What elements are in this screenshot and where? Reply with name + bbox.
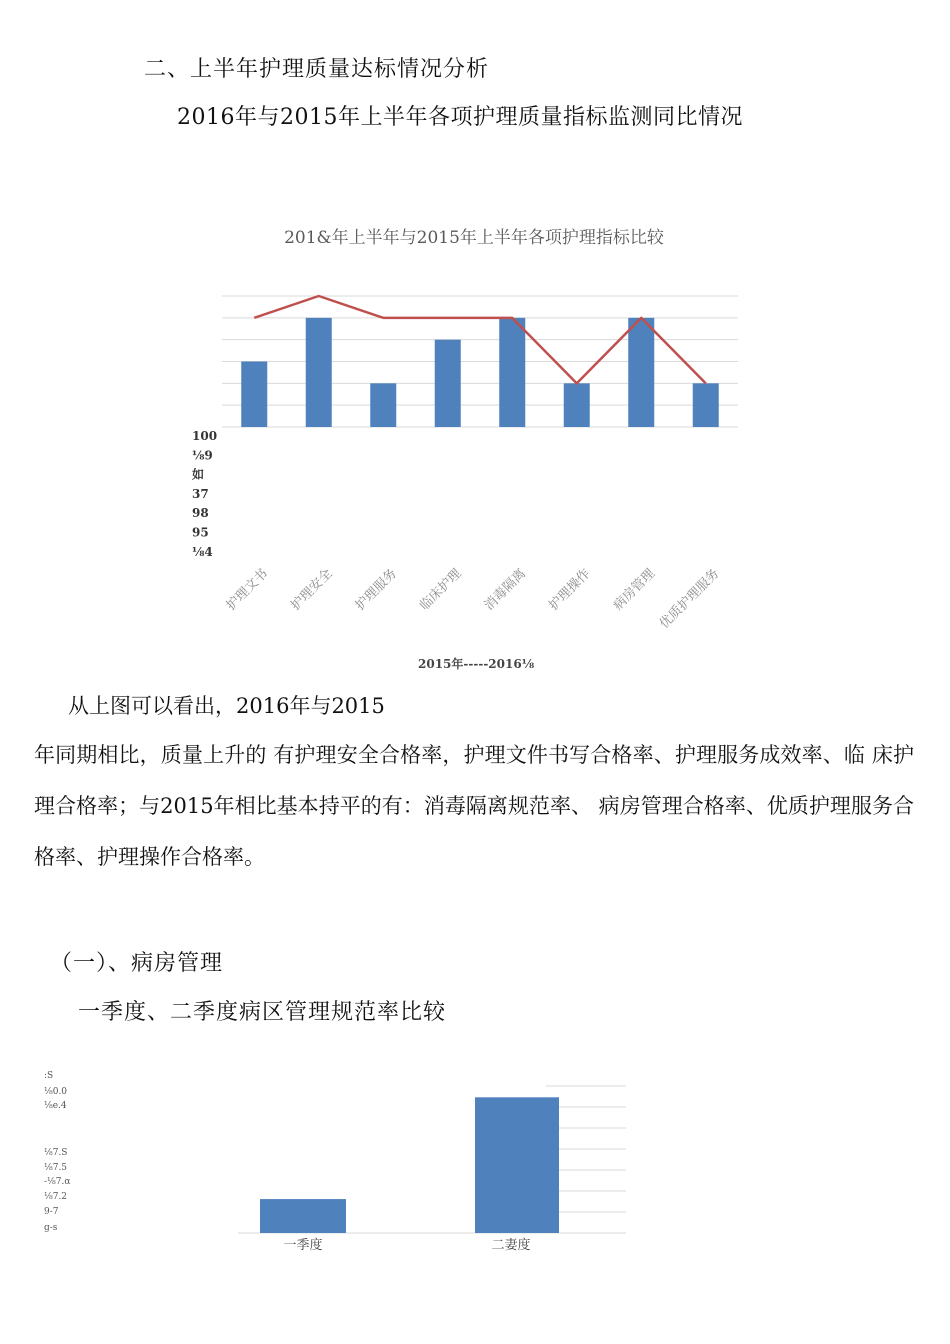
section-subheading: 2016年与2015年上半年各项护理质量指标监测同比情况 xyxy=(177,105,743,130)
chart2-y-labels xyxy=(44,1071,70,1233)
chart1-bar xyxy=(693,383,719,427)
chart1-y-label: 100 xyxy=(192,429,218,443)
chart1-y-label: 37 xyxy=(192,486,209,501)
chart1-y-label: 95 xyxy=(192,525,209,540)
chart1-x-labels xyxy=(223,566,723,632)
chart1-x-label: 护理安全 xyxy=(288,566,336,614)
chart1-legend: 2015年-----2016⅛ xyxy=(418,657,535,671)
chart2-bar xyxy=(475,1097,559,1233)
chart1-y-label: ⅛9 xyxy=(192,448,213,463)
chart2-y-label: ⅛7.2 xyxy=(44,1192,68,1202)
chart1-bar xyxy=(499,318,525,427)
chart1-bars xyxy=(241,318,719,427)
chart1-bar xyxy=(306,318,332,427)
chart1-y-label: 如 xyxy=(192,467,205,482)
chart2-y-label: ⅛7.5 xyxy=(44,1163,68,1173)
chart1-x-label: 病房管理 xyxy=(610,566,659,614)
chart1-x-label: 护理操作 xyxy=(546,566,594,614)
chart1-bar xyxy=(628,318,654,427)
chart1-bar xyxy=(435,340,461,427)
section-title: （一）、病房管理 xyxy=(50,951,224,976)
section-heading: 二、上半年护理质量达标情况分析 xyxy=(144,57,490,82)
chart2-y-label: :S xyxy=(44,1071,54,1081)
paragraph-first-line: 从上图可以看出，2016年与2015 xyxy=(68,694,385,718)
chart1-x-label: 护理服务 xyxy=(352,566,401,614)
chart2-y-label: ⅛e.4 xyxy=(44,1101,67,1111)
chart2-x-label: 二妻度 xyxy=(491,1238,531,1253)
chart2-y-label: ⅛7.S xyxy=(44,1148,68,1158)
chart1-y-labels xyxy=(192,429,217,559)
chart1-bar xyxy=(564,383,590,427)
chart1-x-label: 消毒隔离 xyxy=(481,566,530,614)
chart2-x-labels xyxy=(283,1237,530,1253)
chart2-y-label: -⅛7.α xyxy=(44,1177,71,1187)
chart1-x-label: 护理文书 xyxy=(223,566,272,614)
chart1-y-label: 98 xyxy=(192,506,209,521)
chart2-y-label: g-s xyxy=(44,1223,58,1233)
chart2-y-label: 9-7 xyxy=(44,1207,59,1217)
chart2 xyxy=(0,1060,950,1260)
chart1-y-label: ⅛4 xyxy=(192,544,213,559)
chart2-bar xyxy=(260,1199,346,1233)
chart2-x-label: 一季度 xyxy=(283,1238,323,1253)
chart1-x-label: 临床护理 xyxy=(417,566,465,614)
chart1-bar xyxy=(241,362,267,428)
chart1-bar xyxy=(370,383,396,427)
section-subtitle: 一季度、二季度病区管理规范率比较 xyxy=(78,1000,447,1025)
chart1-gridlines xyxy=(222,296,738,427)
chart2-y-label: ⅛0.0 xyxy=(44,1087,68,1097)
chart1-x-label: 优质护理服务 xyxy=(656,566,723,632)
chart2-bars xyxy=(260,1097,559,1233)
paragraph-body: 年同期相比，质量上升的 有护理安全合格率，护理文件书写合格率、护理服务成效率、临 床护理合格率；与2015年相比基本持平的有：消毒隔离规范率、 病房管理合格率、优质护理服务合格率、护理操作合格率。 xyxy=(34,743,914,869)
chart1-title: 201&年上半年与2015年上半年各项护理指标比较 xyxy=(284,228,664,248)
